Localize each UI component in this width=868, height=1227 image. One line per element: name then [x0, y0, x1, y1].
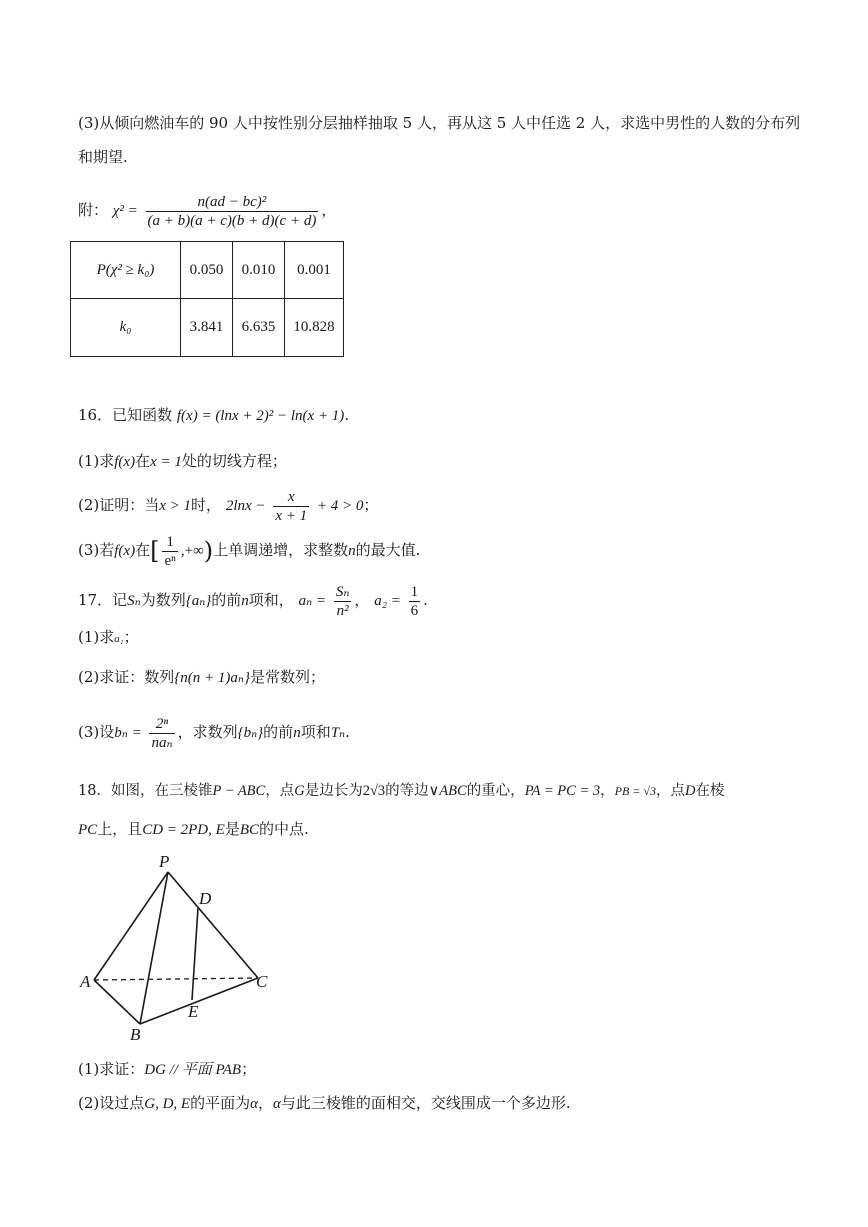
table-cell: 10.828 [285, 299, 344, 357]
edge-PA [94, 872, 168, 980]
edge-PB [140, 872, 168, 1024]
q16-part3: (3)若f(x)在[ $\frac{1}{\text{eⁿ}}$ ,+∞)上单调递增，求整数n的最大值. [78, 533, 421, 569]
label-P: P [159, 852, 170, 871]
chi-square-fraction: $\frac{\text{n(ad − bc)²}}{(a + b)(a + c)(b + d)(c + d)}$ [147, 193, 317, 229]
q17-bn-fraction: $\frac{\text{2ⁿ}}{\text{naₙ}}$ [151, 715, 173, 751]
q18-part2: (2)设过点G, D, E的平面为α，α与此三棱锥的面相交，交线围成一个多边形. [78, 1094, 571, 1112]
edge-AC-hidden [94, 978, 258, 980]
segment-DE [192, 908, 198, 1000]
q16-part2: (2)证明：当x > 1时， 2lnx − $\frac{x}{x + 1}$ + 4 > 0； [78, 488, 379, 524]
q15-part3-line1: (3)从倾向燃油车的 90 人中按性别分层抽样抽取 5 人，再从这 5 人中任选 2 人，求选中男性的人数的分布列 [78, 114, 801, 132]
table-cell: 0.001 [285, 242, 344, 299]
q16-part1: (1)求f(x)在x = 1处的切线方程； [78, 452, 287, 470]
q17-stem: 17．记Sₙ为数列{aₙ}的前n项和， aₙ = $\frac{\text{Sₙ}}{\text{n²}}$ ， a₂ = $\frac{1}{6}$ . [78, 583, 428, 619]
chi-square-formula: 附： χ² = $\frac{\text{n(ad − bc)²}}{(a + b)(a + c)(b + d)(c + d)}$ ， [78, 193, 337, 229]
table-cell: k₀ [71, 299, 181, 357]
table-cell: P(χ² ≥ k₀) [71, 242, 181, 299]
label-B: B [130, 1025, 141, 1044]
q18-stem-line2: PC上，且CD = 2PD, E是BC的中点. [78, 820, 309, 838]
edge-AB [94, 980, 140, 1024]
table-cell: 0.050 [181, 242, 233, 299]
q16-stem: 16．已知函数 f(x) = (lnx + 2)² − ln(x + 1). [78, 406, 350, 424]
q16-interval-fraction: $\frac{1}{\text{eⁿ}}$ [164, 533, 176, 569]
label-E: E [188, 1002, 199, 1021]
table-row [71, 299, 344, 357]
q17-a2-fraction: $\frac{1}{6}$ [410, 583, 419, 619]
q17-part1: (1)求a₁； [78, 628, 139, 646]
table-cell: 0.010 [233, 242, 285, 299]
table-row [71, 242, 344, 299]
q17-an-fraction: $\frac{\text{Sₙ}}{\text{n²}}$ [335, 583, 350, 619]
label-D: D [199, 889, 212, 908]
q17-part2: (2)求证：数列{n(n + 1)aₙ}是常数列； [78, 668, 325, 686]
q16-fraction: $\frac{x}{x + 1}$ [275, 488, 308, 524]
q15-part3-line2: 和期望. [78, 148, 128, 166]
edge-PC [168, 872, 258, 978]
table-cell: 3.841 [181, 299, 233, 357]
critical-value-table [70, 241, 344, 357]
tetrahedron-figure [70, 848, 290, 1048]
q18-part1: (1)求证：DG // 平面 PAB； [78, 1060, 257, 1078]
edge-BC [140, 978, 258, 1024]
table-cell: 6.635 [233, 299, 285, 357]
label-A: A [80, 972, 91, 991]
q17-part3: (3)设bₙ = $\frac{\text{2ⁿ}}{\text{naₙ}}$ ，求数列{bₙ}的前n项和Tₙ. [78, 715, 350, 751]
label-C: C [256, 972, 268, 991]
q18-stem-line1: 18．如图，在三棱锥P − ABC，点G是边长为2√3的等边∨ABC的重心，PA = PC = 3，PB = √3，点D在棱 [78, 783, 725, 799]
